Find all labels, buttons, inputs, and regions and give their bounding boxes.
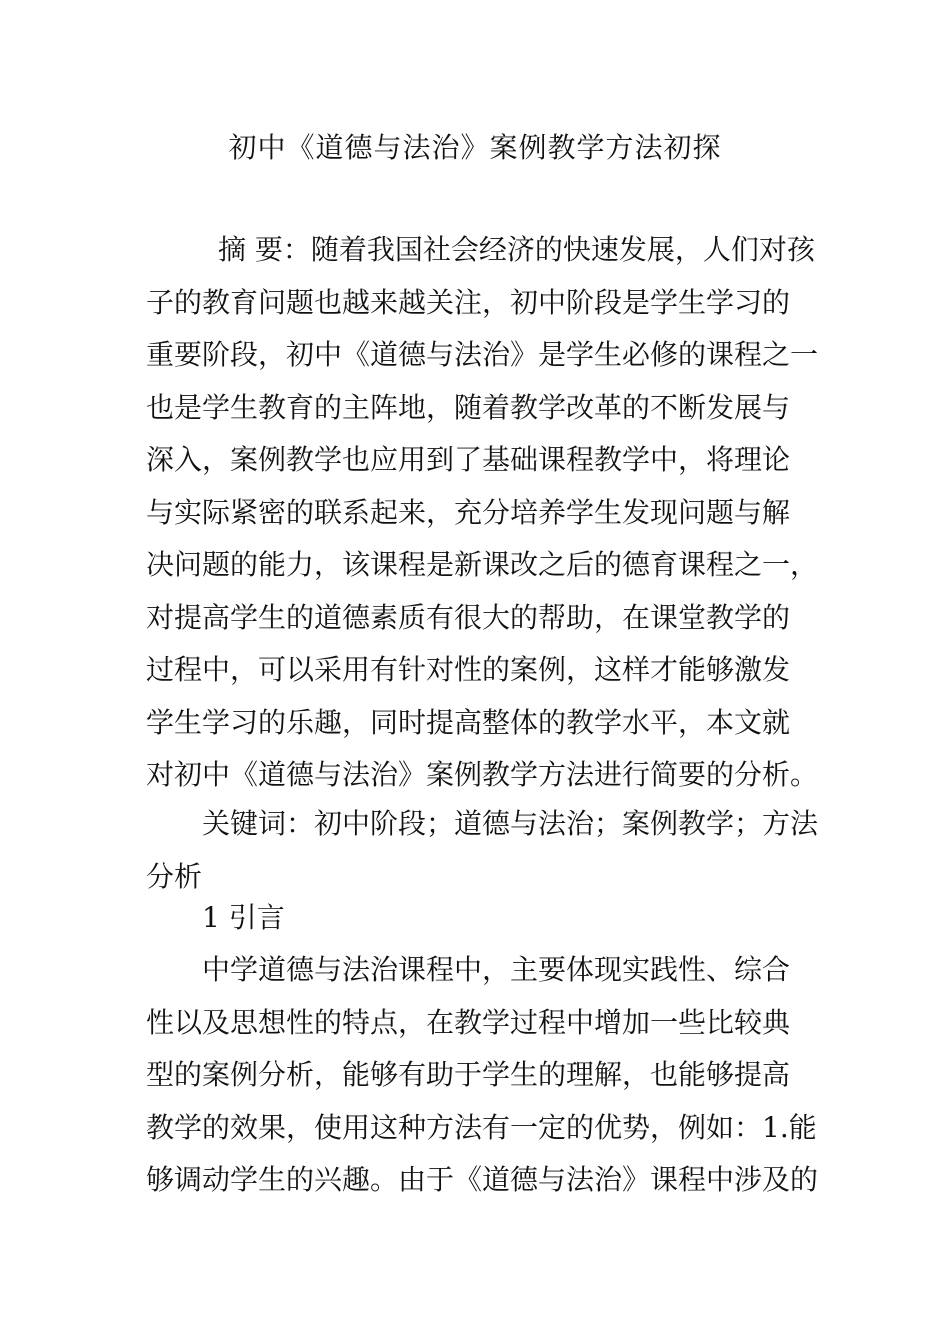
intro-paragraph — [146, 944, 818, 1207]
abstract-line: 也是学生教育的主阵地，随着教学改革的不断发展与 — [146, 390, 791, 424]
abstract-line: 重要阶段，初中《道德与法治》是学生必修的课程之一 — [146, 338, 819, 371]
keywords-paragraph — [146, 798, 818, 903]
document-title: 初中《道德与法治》案例教学方法初探 — [228, 131, 722, 164]
intro-line: 性以及思想性的特点，在教学过程中增加一些比较典 — [146, 1005, 791, 1039]
abstract-line: 决问题的能力，该课程是新课改之后的德育课程之一， — [146, 548, 819, 581]
section-heading-block — [146, 892, 818, 945]
abstract-line: 与实际紧密的联系起来，充分培养学生发现问题与解 — [146, 495, 791, 529]
abstract-line: 对提高学生的道德素质有很大的帮助，在课堂教学的 — [146, 600, 791, 634]
abstract-line: 深入，案例教学也应用到了基础课程教学中，将理论 — [146, 443, 791, 476]
intro-line: 教学的效果，使用这种方法有一定的优势，例如：1.能 — [146, 1110, 817, 1144]
abstract-line: 过程中，可以采用有针对性的案例，这样才能够激发 — [146, 653, 791, 686]
abstract-line: 学生学习的乐趣，同时提高整体的教学水平，本文就 — [146, 705, 791, 739]
intro-line: 中学道德与法治课程中，主要体现实践性、综合 — [202, 953, 791, 986]
intro-line: 够调动学生的兴趣。由于《道德与法治》课程中涉及的 — [146, 1163, 819, 1196]
keywords-line: 分析 — [146, 859, 203, 893]
intro-line: 型的案例分析，能够有助于学生的理解，也能够提高 — [146, 1058, 791, 1091]
section-heading: 1 引言 — [202, 901, 285, 934]
keywords-line: 关键词：初中阶段；道德与法治；案例教学；方法 — [202, 807, 819, 840]
abstract-line: 摘 要：随着我国社会经济的快速发展，人们对孩 — [218, 233, 815, 266]
abstract-line: 子的教育问题也越来越关注，初中阶段是学生学习的 — [146, 285, 791, 319]
abstract-line: 对初中《道德与法治》案例教学方法进行简要的分析。 — [146, 758, 819, 791]
abstract-paragraph — [146, 224, 818, 802]
